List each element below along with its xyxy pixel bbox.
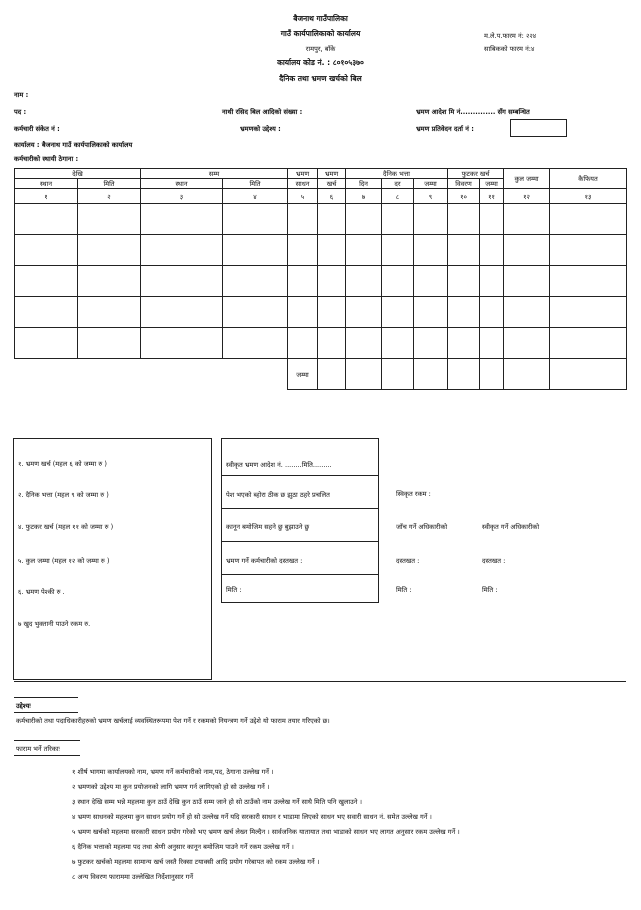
instruction-item: ७ फुटकर खर्चको महलमा सामान्य खर्च जस्तै रिक्सा टयाक्सी आदि प्रयोग गरेबापत को रकम उल्लेख गर्ने । [72,858,320,866]
form-number: म.ले.प.फारम नं: २२४ [484,32,537,40]
sub-rate: दर [382,179,414,189]
purpose-text: कर्मचारीको तथा पदाधिकारीहरुको भ्रमण खर्चलाई व्यवस्थितरूपमा पेश गर्ने र रकमको नियन्त्रण गर्ने उद्देशे यो फाराम तयार गरिएको छ। [16,717,330,725]
office-name: गाउँ कार्यपालिकाको कार्यालय [280,29,361,38]
instructions-title: फाराम भर्ने तरिकाः [16,745,60,753]
traveler-signature: भ्रमण गर्ने कर्मचारीको दस्तखत : [226,557,303,565]
summary-item: १. भ्रमण खर्च (महल ६ को जम्मा रु ) [18,460,107,468]
table-row[interactable] [15,328,627,359]
sub-sum: जम्मा [480,179,504,189]
sub-sum: जम्मा [414,179,448,189]
org-name: बैजनाथ गाउँपालिका [293,14,348,23]
table-row[interactable] [15,204,627,235]
instruction-item: ५ भ्रमण खर्चको महलमा सरकारी साधन प्रयोग गरेको भए भ्रमण खर्च लेख्न मिल्दैन । सार्वजनिक यातायात तथा भाडाको साधन भए लागत अनुसार रकम उल्लेख गर्ने । [72,828,460,836]
col-number: ९ [414,189,448,204]
summary-item: ७ खुद भुक्तानी पाउने रकम रु. [18,620,91,628]
col-travel: भ्रमण [288,169,318,179]
summary-item: २. दैनिक भत्ता (महल ९ को जम्मा रु ) [18,491,109,499]
instruction-item: २ भ्रमणको उद्देश्य मा कुन प्रयोजनको लागि भ्रमण गर्न लागिएको हो सो उल्लेख गर्ने । [72,783,270,791]
col-number: १२ [504,189,550,204]
instruction-item: ४ भ्रमण साधनको महलमा कुन साधन प्रयोग गर्ने हो सो उल्लेख गर्ने यदि सरकारी साधन र भाडामा लिएको साधन भए सवारी साधन नं. समेत उल्लेख गर्ने । [72,813,432,821]
col-number: ५ [288,189,318,204]
instruction-item: ८ अन्य विवरण फाराममा उल्लेखित निर्देशानुसार गर्ने [72,873,193,881]
instruction-item: १ शीर्ष भागमा कार्यालयको नाम, भ्रमण गर्ने कर्मचारीको नाम,पद, ठेगाना उल्लेख गर्ने । [72,768,274,776]
section-divider [14,681,626,682]
col-total: कुल जम्मा [504,169,550,189]
sub-vehicle: साधन [288,179,318,189]
total-row [15,359,627,390]
sub-expense: खर्च [318,179,346,189]
bill-title: दैनिक तथा भ्रमण खर्चको बिल [279,74,362,83]
col-daily-allowance: दैनिक भत्ता [346,169,448,179]
post-field: पद : [14,108,27,116]
col-number: ७ [346,189,382,204]
col-number: ८ [382,189,414,204]
approver-label: स्वीकृत गर्ने अधिकारीको [482,523,540,531]
old-form-number: साबिकको फारम नं:४ [484,45,535,53]
approved-amount: स्विकृत रकम : [396,490,431,498]
law-statement: कानून बमोजिम सहने छु बुझाउने छु [226,523,310,531]
col-number: ४ [223,189,288,204]
col-number: १३ [550,189,627,204]
traveler-date: मिति : [226,586,242,594]
instruction-item: ६ दैनिक भत्ताको महलमा पद तथा श्रेणी अनुसार कानून बमोजिम पाउने गर्ने रकम उल्लेख गर्ने । [72,843,294,851]
declaration: पेश भएको ब्होरा ठीक छ झुठा ठहरे प्रचलित [226,491,330,499]
col-travel-2: भ्रमण [318,169,346,179]
instruction-item: ३ स्थान देखि सम्म भन्ने महलमा कुन ठाउँ देखि कुन ठाउँ सम्म जाने हो सो ठाउँको नाम उल्लेख गर्ने साथै मिति पनि खुलाउने । [72,798,362,806]
sub-details: विवरण [448,179,480,189]
summary-item: ४. फुटकर खर्च (महल ११ को जम्मा रु ) [18,523,114,531]
office-place: रामपुर, बाँके [305,45,336,53]
table-row[interactable] [15,235,627,266]
travel-table [14,168,627,390]
receipt-count-field: नाथी रसिद बिल आदिको संख्या : [222,108,303,116]
checker-label: जाँच गर्ने अधिकारीको [396,523,448,531]
sub-date: मिति [78,179,141,189]
col-number: ३ [141,189,223,204]
sub-date: मिति [223,179,288,189]
office-code: कार्यालय कोड नं. : ८०१०५३७० [277,58,364,67]
col-number: १ [15,189,78,204]
checker-date: मिति : [396,586,412,594]
sub-place: स्थान [141,179,223,189]
approver-signature: दस्तखत : [482,557,506,565]
col-remarks: कैफियत [550,169,627,189]
office-field: कार्यालय : बैजनाथ गाउँ कार्यपालिकाको कार्यालय [14,141,133,149]
travel-purpose-field: भ्रमणको उद्देश्य : [240,125,281,133]
travel-order-field: भ्रमण आदेश मि नं.............. सँग सम्बन्धित [416,108,530,116]
col-number: ६ [318,189,346,204]
total-label: जम्मा [288,359,318,390]
col-number: १० [448,189,480,204]
purpose-title: उद्देश्यः [16,702,31,710]
name-field: नाम : [14,91,29,99]
col-misc-expense: फुटकर खर्च [448,169,504,179]
summary-item: ५. कुल जम्मा (महल १२ को जम्मा रु ) [18,557,110,565]
table-row[interactable] [15,266,627,297]
approved-order: स्वीकृत भ्रमण आदेश नं. ........मिति......... [226,461,332,469]
col-number: ११ [480,189,504,204]
col-to: सम्म [141,169,288,179]
sub-days: दिन [346,179,382,189]
summary-item: ६. भ्रमण पेश्की रु . [18,588,65,596]
address-field: कर्मचारीको स्थायी ठेगाना : [14,155,79,163]
checker-signature: दस्तखत : [396,557,420,565]
table-row[interactable] [15,297,627,328]
report-number-box[interactable] [510,119,567,137]
sub-place: स्थान [15,179,78,189]
report-number-field: भ्रमण प्रतिवेदन दर्ता नं : [416,125,474,133]
staff-code-field: कर्मचारी संकेत नं : [14,125,60,133]
col-number: २ [78,189,141,204]
col-from: देखि [15,169,141,179]
approver-date: मिति : [482,586,498,594]
